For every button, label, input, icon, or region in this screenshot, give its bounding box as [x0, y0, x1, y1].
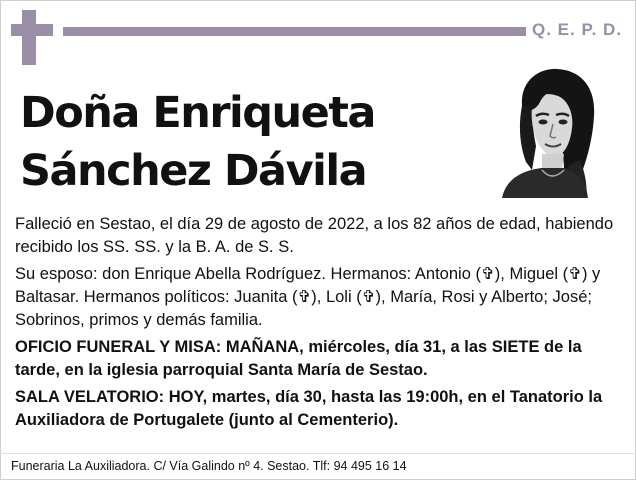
deceased-name [20, 84, 480, 200]
wake-paragraph: SALA VELATORIO: HOY, martes, día 30, hasta las 19:00h, en el Tanatorio la Auxiliadora de Portugalete (junto al Cementerio). [15, 388, 603, 429]
death-paragraph: Falleció en Sestao, el día 29 de agosto de 2022, a los 82 años de edad, habiendo recibido los SS. SS. y la B. A. de S. S. [15, 215, 614, 256]
family-paragraph: Su esposo: don Enrique Abella Rodríguez. Hermanos: Antonio (✞), Miguel (✞) y Baltasar. Hermanos políticos: Juanita (✞), Loli (✞), María, Rosi y Alberto; José; Sobrinos, primos y demás familia. [15, 265, 601, 329]
name-line-1: Doña Enriqueta [20, 88, 375, 138]
cross-icon-horizontal [11, 24, 53, 36]
cross-icon-vertical [22, 10, 36, 65]
name-line-2: Sánchez Dávila [20, 146, 367, 196]
funeral-home-info: Funeraria La Auxiliadora. C/ Vía Galindo nº 4. Sestao. Tlf: 94 495 16 14 [11, 459, 407, 473]
header-rule [63, 27, 526, 36]
qepd-label: Q. E. P. D. [532, 20, 623, 39]
footer-divider [0, 453, 636, 454]
portrait-photo [502, 66, 604, 198]
funeral-paragraph: OFICIO FUNERAL Y MISA: MAÑANA, miércoles, día 31, a las SIETE de la tarde, en la iglesia parroquial Santa María de Sestao. [15, 338, 582, 379]
obituary-body [15, 213, 621, 436]
